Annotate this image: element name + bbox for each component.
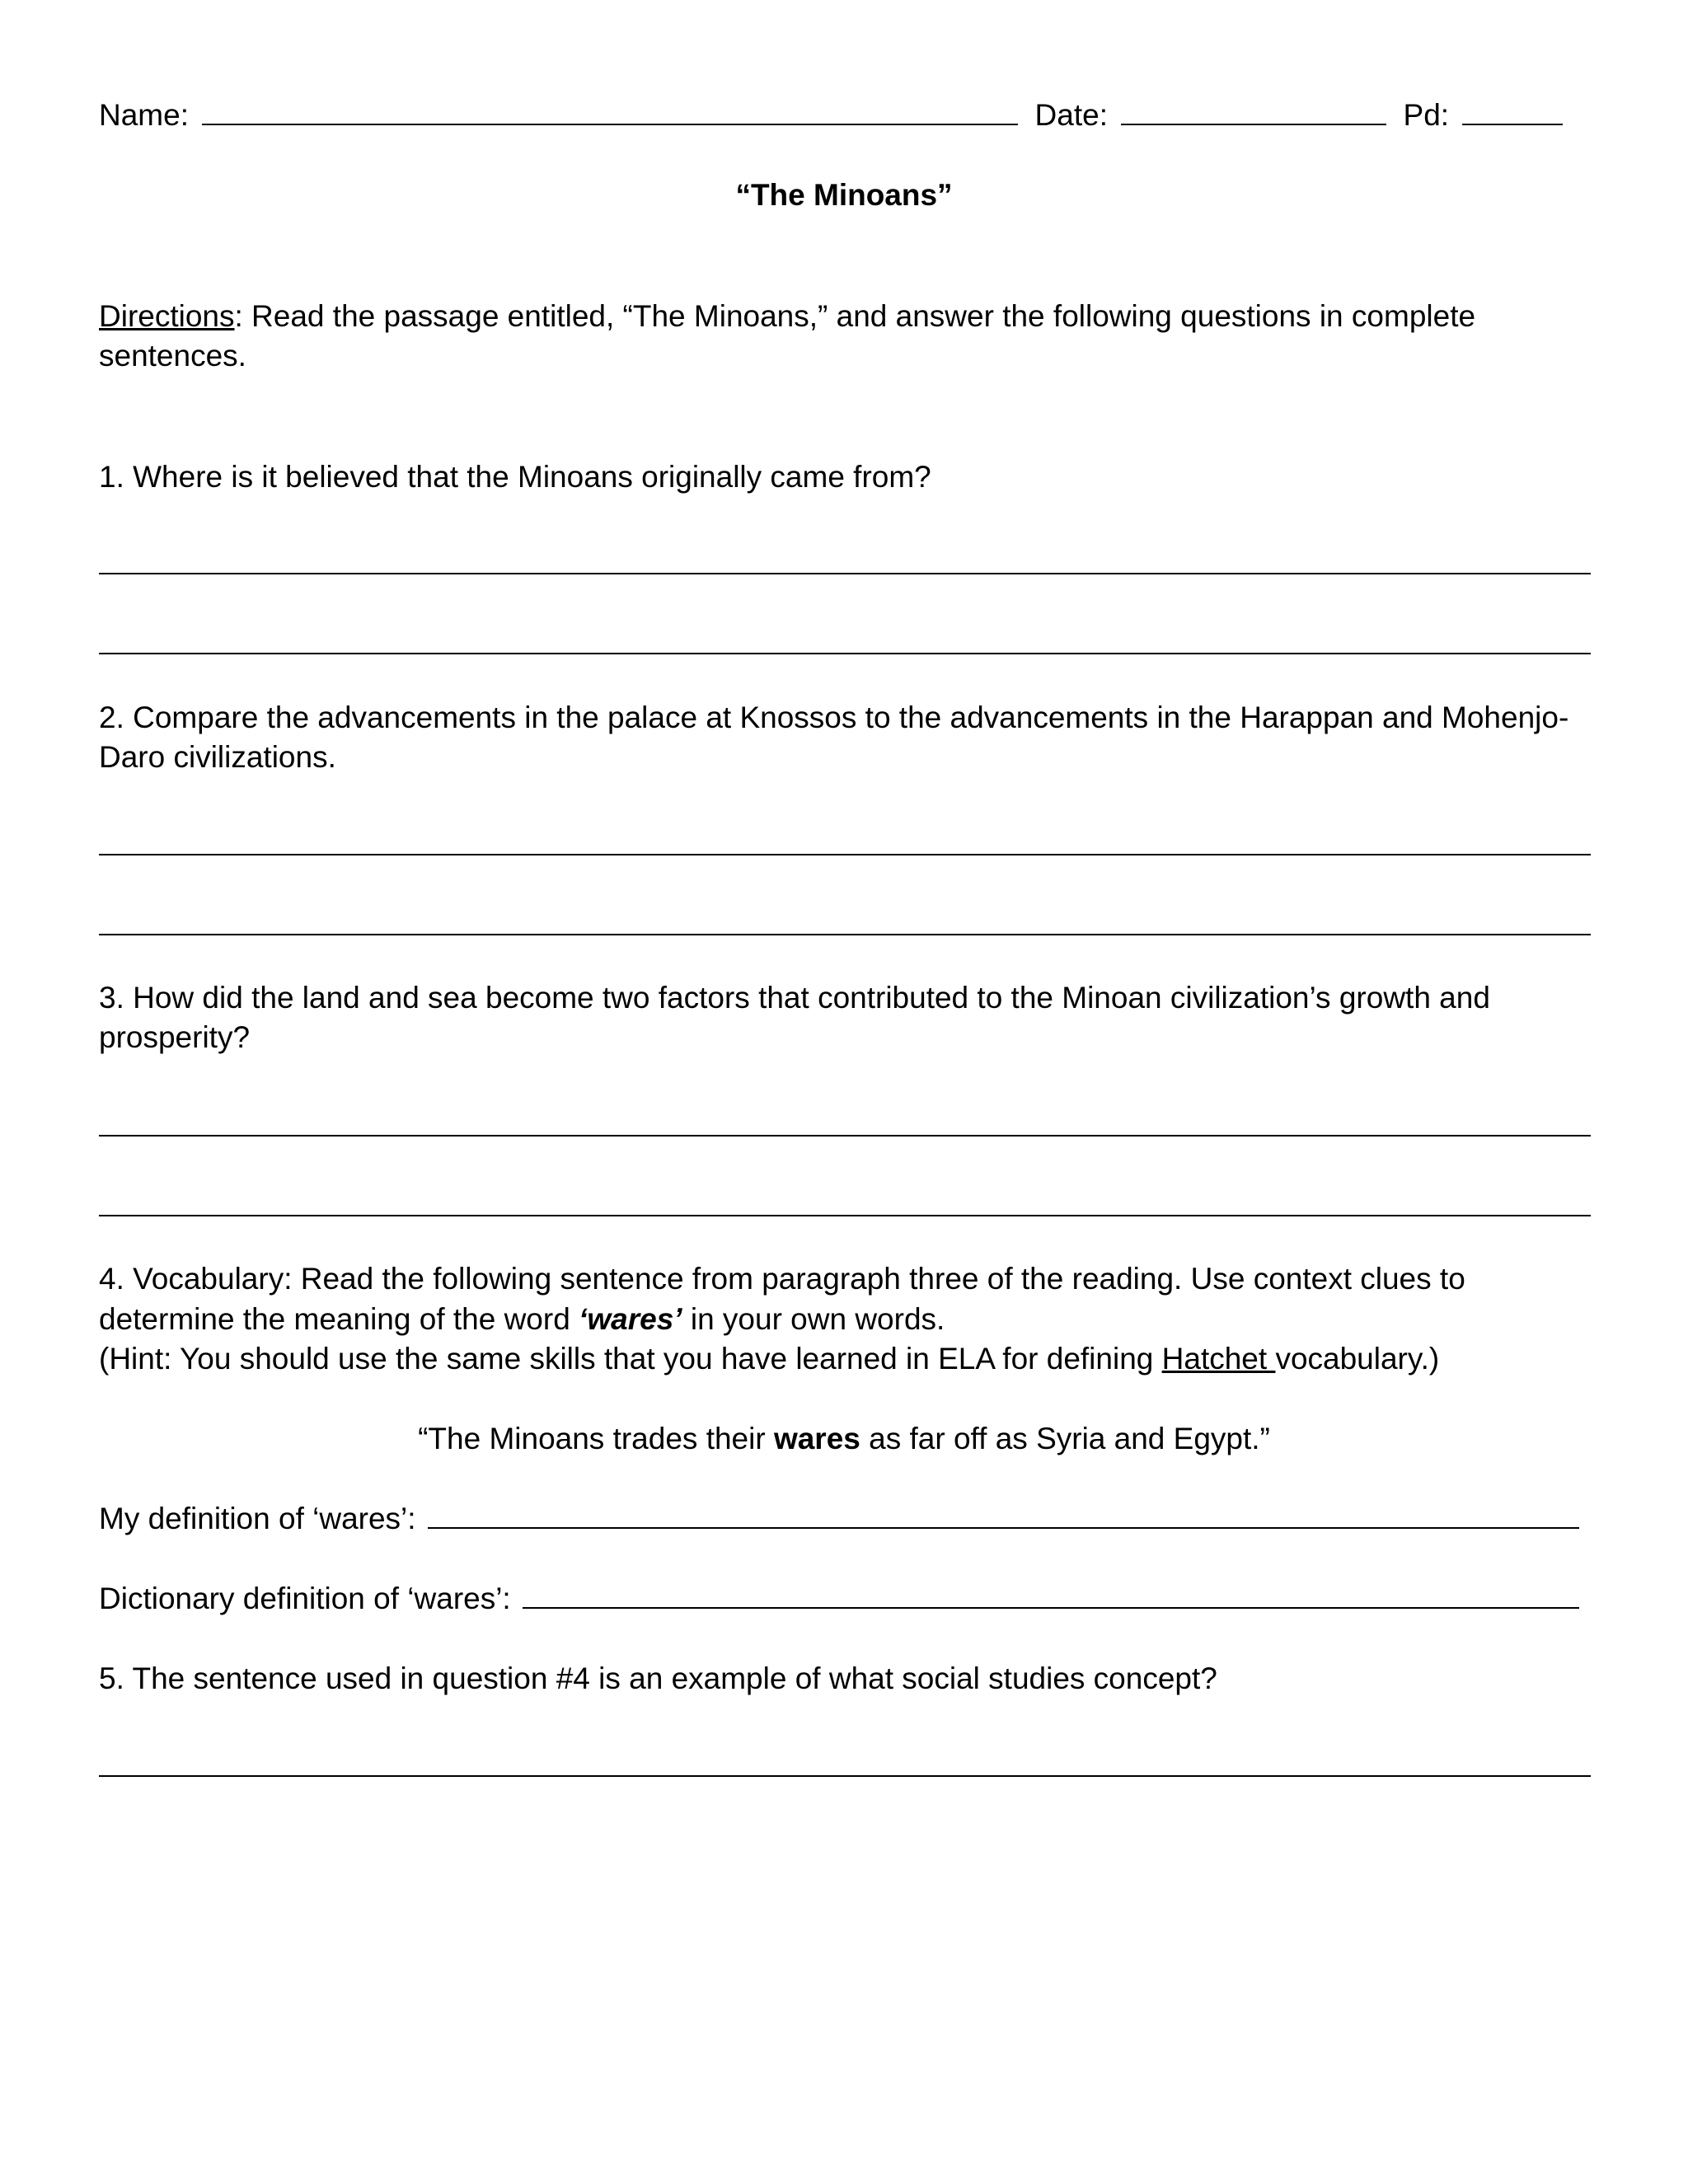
question-4-line-1: 4. Vocabulary: Read the following sentence from paragraph three of the reading. Use context clues to	[99, 1262, 1465, 1296]
dictionary-definition-field[interactable]	[523, 1581, 1579, 1609]
question-4-line-2	[99, 1300, 945, 1339]
period-label: Pd:	[1403, 98, 1450, 132]
answer-line-3b[interactable]	[99, 1215, 1591, 1216]
question-4-hint	[99, 1339, 1439, 1379]
name-field[interactable]	[202, 97, 1018, 125]
q4-line2-pre: determine the meaning of the word	[99, 1302, 579, 1336]
quote-bold-word: wares	[773, 1422, 860, 1455]
q4-vocab-word: ‘wares’	[579, 1302, 682, 1336]
header-row	[99, 96, 1563, 135]
period-field[interactable]	[1462, 97, 1563, 125]
question-5: 5. The sentence used in question #4 is an example of what social studies concept?	[99, 1661, 1217, 1695]
quote-sentence	[0, 1419, 1688, 1459]
name-label: Name:	[99, 98, 189, 132]
page-title: “The Minoans”	[735, 178, 953, 212]
answer-line-1b[interactable]	[99, 653, 1591, 654]
question-1: 1. Where is it believed that the Minoans originally came from?	[99, 460, 931, 494]
q4-hint-pre: (Hint: You should use the same skills that you have learned in ELA for defining	[99, 1342, 1162, 1376]
q4-hint-post: vocabulary.)	[1275, 1342, 1440, 1376]
answer-line-1a[interactable]	[99, 573, 1591, 574]
date-label: Date:	[1034, 98, 1108, 132]
question-3-line-1: 3. How did the land and sea become two factors that contributed to the Minoan civilization’s growth and	[99, 981, 1490, 1015]
question-3-line-2: prosperity?	[99, 1020, 251, 1054]
q4-line2-post: in your own words.	[682, 1302, 945, 1336]
answer-line-5[interactable]	[99, 1775, 1591, 1777]
dictionary-definition-label: Dictionary definition of ‘wares’:	[99, 1582, 511, 1615]
answer-line-3a[interactable]	[99, 1135, 1591, 1137]
quote-pre: “The Minoans trades their	[418, 1422, 774, 1455]
dictionary-definition-row	[99, 1579, 1579, 1619]
my-definition-label: My definition of ‘wares’:	[99, 1502, 416, 1535]
q4-hint-hatchet: Hatchet	[1161, 1342, 1276, 1376]
directions-line-1	[99, 297, 1475, 336]
answer-line-2b[interactable]	[99, 934, 1591, 935]
quote-post: as far off as Syria and Egypt.”	[860, 1422, 1270, 1455]
my-definition-field[interactable]	[428, 1501, 1579, 1529]
question-2-line-1: 2. Compare the advancements in the palace at Knossos to the advancements in the Harappan and Mohenjo-	[99, 701, 1569, 734]
directions-line-2: sentences.	[99, 339, 246, 373]
directions-text: : Read the passage entitled, “The Minoans,” and answer the following questions in complete	[234, 299, 1476, 333]
question-2-line-2: Daro civilizations.	[99, 740, 336, 774]
answer-line-2a[interactable]	[99, 854, 1591, 855]
directions-label: Directions	[99, 299, 235, 333]
my-definition-row	[99, 1499, 1579, 1539]
date-field[interactable]	[1121, 97, 1386, 125]
